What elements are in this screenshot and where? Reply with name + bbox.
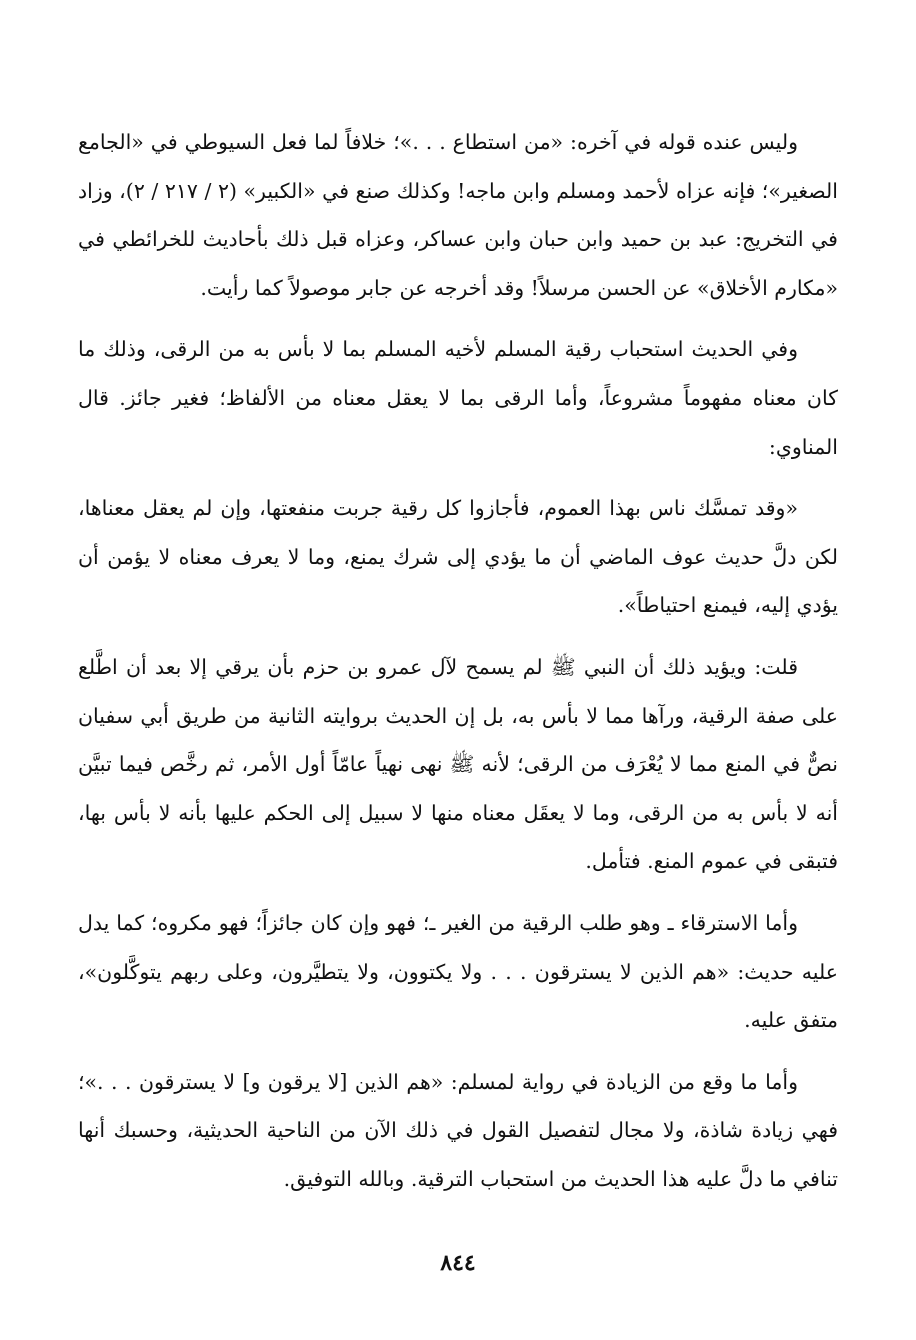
page-number: ٨٤٤ <box>440 1250 476 1276</box>
paragraph-4: قلت: ويؤيد ذلك أن النبي ﷺ لم يسمح لآل عمرو بن حزم بأن يرقي إلا بعد أن اطَّلع على صفة الرقية، ورآها مما لا بأس به، بل إن الحديث بروايته الثانية من طريق أبي سفيان نصٌّ في المنع مما لا يُعْرَف من الرقى؛ لأنه ﷺ نهى نهياً عامّاً أول الأمر، ثم رخَّص فيما تبيَّن أنه لا بأس به من الرقى، وما لا يعقَل معناه منها لا سبيل إلى الحكم عليها بأنه لا بأس بها، فتبقى في عموم المنع. فتأمل. <box>78 654 838 874</box>
paragraph-3: «وقد تمسَّك ناس بهذا العموم، فأجازوا كل رقية جربت منفعتها، وإن لم يعقل معناها، لكن دلَّ حديث عوف الماضي أن ما يؤدي إلى شرك يمنع، وما لا يعرف معناه لا يؤمن أن يؤدي إليه، فيمنع احتياطاً». <box>78 496 838 618</box>
paragraph-5: وأما الاسترقاء ـ وهو طلب الرقية من الغير ـ؛ فهو وإن كان جائزاً؛ فهو مكروه؛ كما يدل عليه حديث: «هم الذين لا يسترقون . . . ولا يكتوون، ولا يتطيَّرون، وعلى ربهم يتوكَّلون»، متفق عليه. <box>78 910 838 1033</box>
paragraph-2: وفي الحديث استحباب رقية المسلم لأخيه المسلم بما لا بأس به من الرقى، وذلك ما كان معناه مفهوماً مشروعاً، وأما الرقى بما لا يعقل معناه من الألفاظ؛ فغير جائز. قال المناوي: <box>78 337 838 459</box>
paragraph-1: وليس عنده قوله في آخره: «من استطاع . . .»؛ خلافاً لما فعل السيوطي في «الجامع الصغير»؛ فإنه عزاه لأحمد ومسلم وابن ماجه! وكذلك صنع في «الكبير» (٢ / ٢١٧ / ٢)، وزاد في التخريج: عبد بن حميد وابن حبان وابن عساكر، وعزاه قبل ذلك بأحاديث للخرائطي في «مكارم الأخلاق» عن الحسن مرسلاً! وقد أخرجه عن جابر موصولاً كما رأيت. <box>78 130 838 300</box>
paragraph-6: وأما ما وقع من الزيادة في رواية لمسلم: «هم الذين [لا يرقون و] لا يسترقون . . .»؛ فهي زيادة شاذة، ولا مجال لتفصيل القول في ذلك الآن من الناحية الحديثية، وحسبك أنها تنافي ما دلَّ عليه هذا الحديث من استحباب الترقية. وبالله التوفيق. <box>78 1069 838 1191</box>
page-body <box>78 118 838 1216</box>
